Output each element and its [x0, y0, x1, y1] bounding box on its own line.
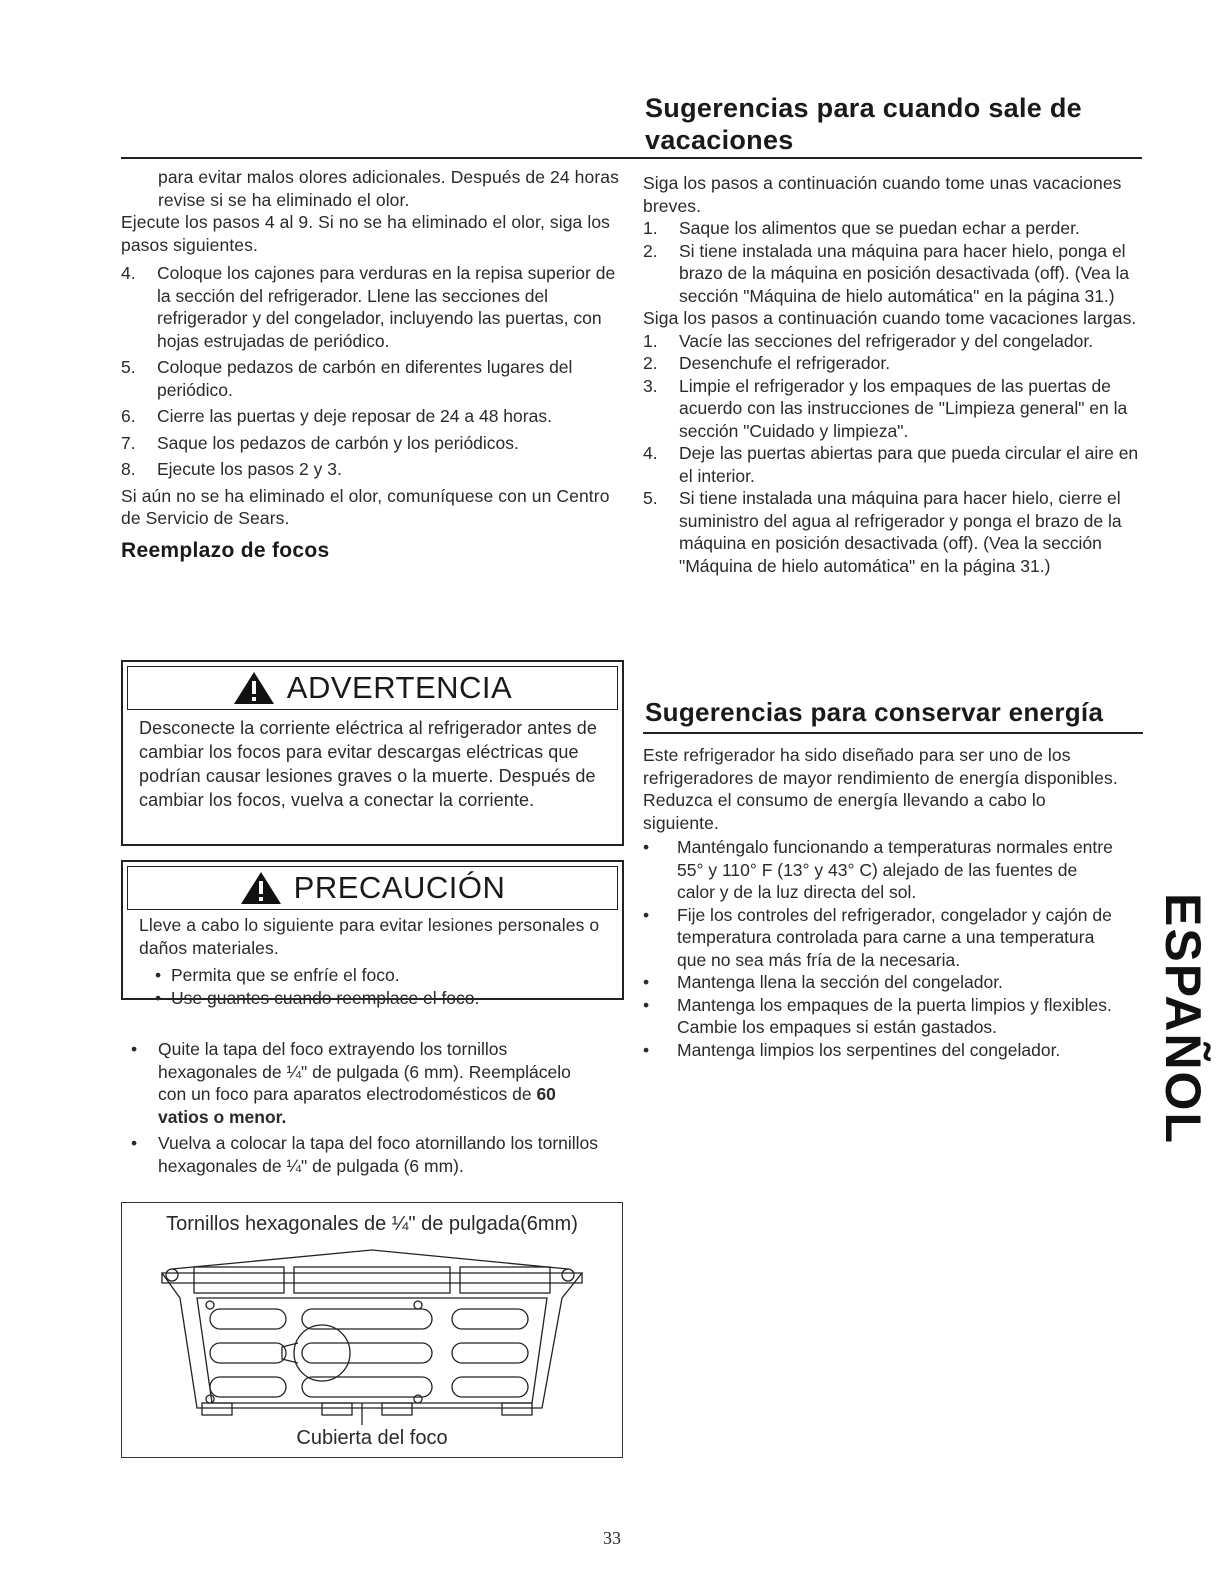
caution-title-bar	[127, 866, 618, 910]
warning-box	[121, 660, 624, 846]
list-item: 8. Ejecute los pasos 2 y 3.	[121, 459, 342, 479]
figure-top-label: Tornillos hexagonales de ¼" de pulgada(6mm)	[166, 1213, 578, 1235]
caution-triangle-icon	[240, 871, 282, 905]
long-vacation-intro: Siga los pasos a continuación cuando tome vacaciones largas.	[643, 308, 1137, 328]
list-item: 5. Si tiene instalada una máquina para hacer hielo, cierre el suministro del agua al refrigerador y ponga el brazo de la máquina en posición desactivada (off). (Vea la sección "Máquina de hielo automática" en la página 31.)	[643, 488, 1122, 576]
paragraph-sears: Si aún no se ha eliminado el olor, comuníquese con un Centro de Servicio de Sears.	[121, 485, 610, 528]
caution-list	[139, 964, 606, 1009]
list-item: 3. Limpie el refrigerador y los empaques de las puertas de acuerdo con las instrucciones de "Limpieza general" en la sección "Cuidado y limpieza".	[643, 375, 1128, 441]
page-number: 33	[603, 1528, 621, 1548]
list-item: 2. Si tiene instalada una máquina para hacer hielo, ponga el brazo de la máquina en posición desactivada (off). (Vea la sección "Máquina de hielo automática" en la página 31.)	[643, 240, 1130, 306]
list-item: • Manténgalo funcionando a temperaturas normales entre 55° y 110° F (13° y 43° C) alejado de las fuentes de calor y de la luz directa del sol.	[643, 837, 1113, 902]
list-item: 6. Cierre las puertas y deje reposar de 24 a 48 horas.	[121, 406, 552, 426]
vacation-heading: Sugerencias para cuando sale de vacaciones	[645, 93, 1082, 155]
short-vacation-intro: Siga los pasos a continuación cuando tome unas vacaciones breves.	[643, 173, 1122, 216]
list-item: • Permita que se enfríe el foco.	[155, 965, 400, 985]
list-item: • Mantenga llena la sección del congelador.	[643, 972, 1003, 992]
list-item: • Use guantes cuando reemplace el foco.	[155, 987, 480, 1008]
short-vacation-steps	[643, 217, 1143, 307]
left-column	[121, 166, 621, 564]
list-item: 2. Desenchufe el refrigerador.	[643, 353, 891, 373]
bulb-steps-list	[121, 1038, 601, 1177]
energy-tips-list	[643, 836, 1118, 1061]
energy-paragraph: Este refrigerador ha sido diseñado para ser uno de los refrigeradores de mayor rendimiento de energía disponibles. Reduzca el consumo de energía llevando a cabo lo siguiente.	[643, 745, 1118, 833]
warning-title: ADVERTENCIA	[286, 670, 513, 705]
bulb-cover-diagram	[122, 1203, 622, 1457]
list-item: • Mantenga limpios los serpentines del congelador.	[643, 1039, 1061, 1060]
list-item: 4. Coloque los cajones para verduras en la repisa superior de la sección del refrigerador. Llene las secciones del refrigerador y del congelador, incluyendo las puertas, con hojas estrujadas de periódico.	[121, 263, 616, 351]
bulb-cover-figure	[121, 1202, 623, 1458]
list-item: 1. Vacíe las secciones del refrigerador y del congelador.	[643, 330, 1094, 351]
top-rule	[121, 157, 1142, 159]
caution-box	[121, 860, 624, 1008]
wattage-bold: 60 vatios o menor.	[158, 1084, 556, 1127]
list-item: 7. Saque los pedazos de carbón y los periódicos.	[121, 432, 519, 453]
paragraph-steps-intro: Ejecute los pasos 4 al 9. Si no se ha eliminado el olor, siga los pasos siguientes.	[121, 212, 611, 255]
energy-section	[643, 744, 1118, 1061]
bulb-replacement-heading: Reemplazo de focos	[121, 538, 330, 562]
energy-heading: Sugerencias para conservar energía	[645, 697, 1104, 727]
list-item: • Mantenga los empaques de la puerta limpios y flexibles. Cambie los empaques si están gastados.	[643, 994, 1112, 1037]
list-item: 5. Coloque pedazos de carbón en diferentes lugares del periódico.	[121, 357, 573, 400]
list-item: • Fije los controles del refrigerador, congelador y cajón de temperatura controlada para carne a una temperatura que no sea más fría de la necesaria.	[643, 904, 1112, 970]
figure-bottom-label: Cubierta del foco	[296, 1427, 448, 1449]
list-item: • Quite la tapa del foco extrayendo los tornillos hexagonales de ¼" de pulgada (6 mm). Reemplácelo con un foco para aparatos electrodomésticos de 60 vatios o menor.	[131, 1039, 571, 1127]
continued-paragraph: para evitar malos olores adicionales. Después de 24 horas revise si se ha eliminado el olor.	[158, 167, 619, 210]
warning-triangle-icon	[233, 671, 275, 705]
odor-steps-list	[121, 262, 621, 481]
long-vacation-steps	[643, 330, 1143, 578]
list-item: 4. Deje las puertas abiertas para que pueda circular el aire en el interior.	[643, 443, 1139, 486]
list-item: 1. Saque los alimentos que se puedan echar a perder.	[643, 218, 1080, 238]
list-item: • Vuelva a colocar la tapa del foco atornillando los tornillos hexagonales de ¼" de pulgada (6 mm).	[131, 1133, 599, 1176]
energy-rule	[643, 732, 1143, 734]
caution-title: PRECAUCIÓN	[293, 870, 506, 905]
caution-text: Lleve a cabo lo siguiente para evitar lesiones personales o daños materiales.	[139, 915, 600, 958]
right-column	[643, 172, 1143, 577]
language-side-tab: ESPAÑOL	[1155, 893, 1211, 1145]
warning-text: Desconecte la corriente eléctrica al refrigerador antes de cambiar los focos para evitar descargas eléctricas que podrían causar lesiones graves o la muerte. Después de cambiar los focos, vuelva a conectar la corriente.	[139, 718, 598, 810]
warning-title-bar	[127, 666, 618, 710]
